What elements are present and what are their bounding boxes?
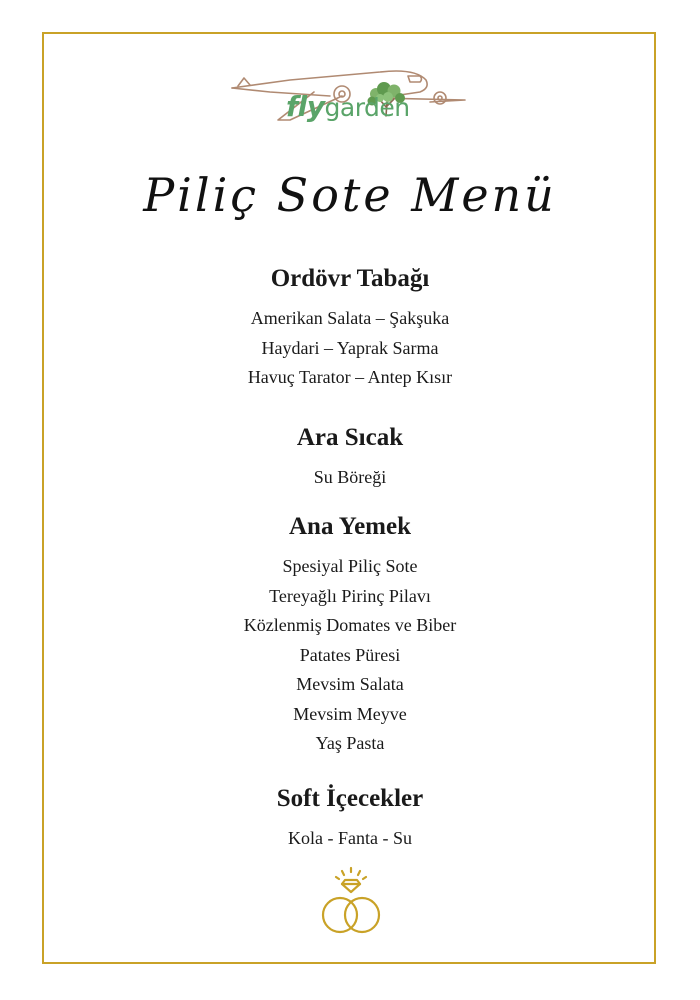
menu-item: Mevsim Salata <box>296 674 404 694</box>
menu-title: Piliç Sote Menü <box>143 168 557 222</box>
section-heading: Soft İçecekler <box>276 785 424 812</box>
menu-item: Haydari – Yaprak Sarma <box>261 337 439 358</box>
menu-item: Havuç Tarator – Antep Kısır <box>247 367 453 387</box>
section-heading: Ordövr Tabağı <box>270 265 430 292</box>
section-ara-sicak <box>0 421 700 493</box>
brand-garden: garden <box>324 93 410 122</box>
menu-item: Su Böreği <box>313 467 387 487</box>
menu-item: Tereyağlı Pirinç Pilavı <box>269 585 431 606</box>
section-ana-yemek <box>0 510 700 759</box>
brand-fly: fly <box>286 90 325 123</box>
section-soft-icecekler <box>0 782 700 854</box>
brand-wordmark <box>286 90 410 123</box>
section-heading: Ara Sıcak <box>296 424 404 451</box>
menu-item-list <box>0 824 700 854</box>
menu-item: Spesiyal Piliç Sote <box>282 556 418 576</box>
section-heading: Ana Yemek <box>289 513 411 540</box>
menu-item: Patates Püresi <box>299 644 401 665</box>
section-ordovr <box>0 262 700 393</box>
menu-item: Amerikan Salata – Şakşuka <box>250 308 450 328</box>
menu-item-list <box>0 463 700 493</box>
menu-item: Kola - Fanta - Su <box>288 828 412 848</box>
wedding-rings-icon <box>316 866 386 938</box>
menu-item: Mevsim Meyve <box>293 703 407 724</box>
menu-item: Yaş Pasta <box>315 733 385 753</box>
menu-item-list <box>0 552 700 759</box>
menu-item: Közlenmiş Domates ve Biber <box>243 615 457 635</box>
menu-item-list <box>0 304 700 393</box>
